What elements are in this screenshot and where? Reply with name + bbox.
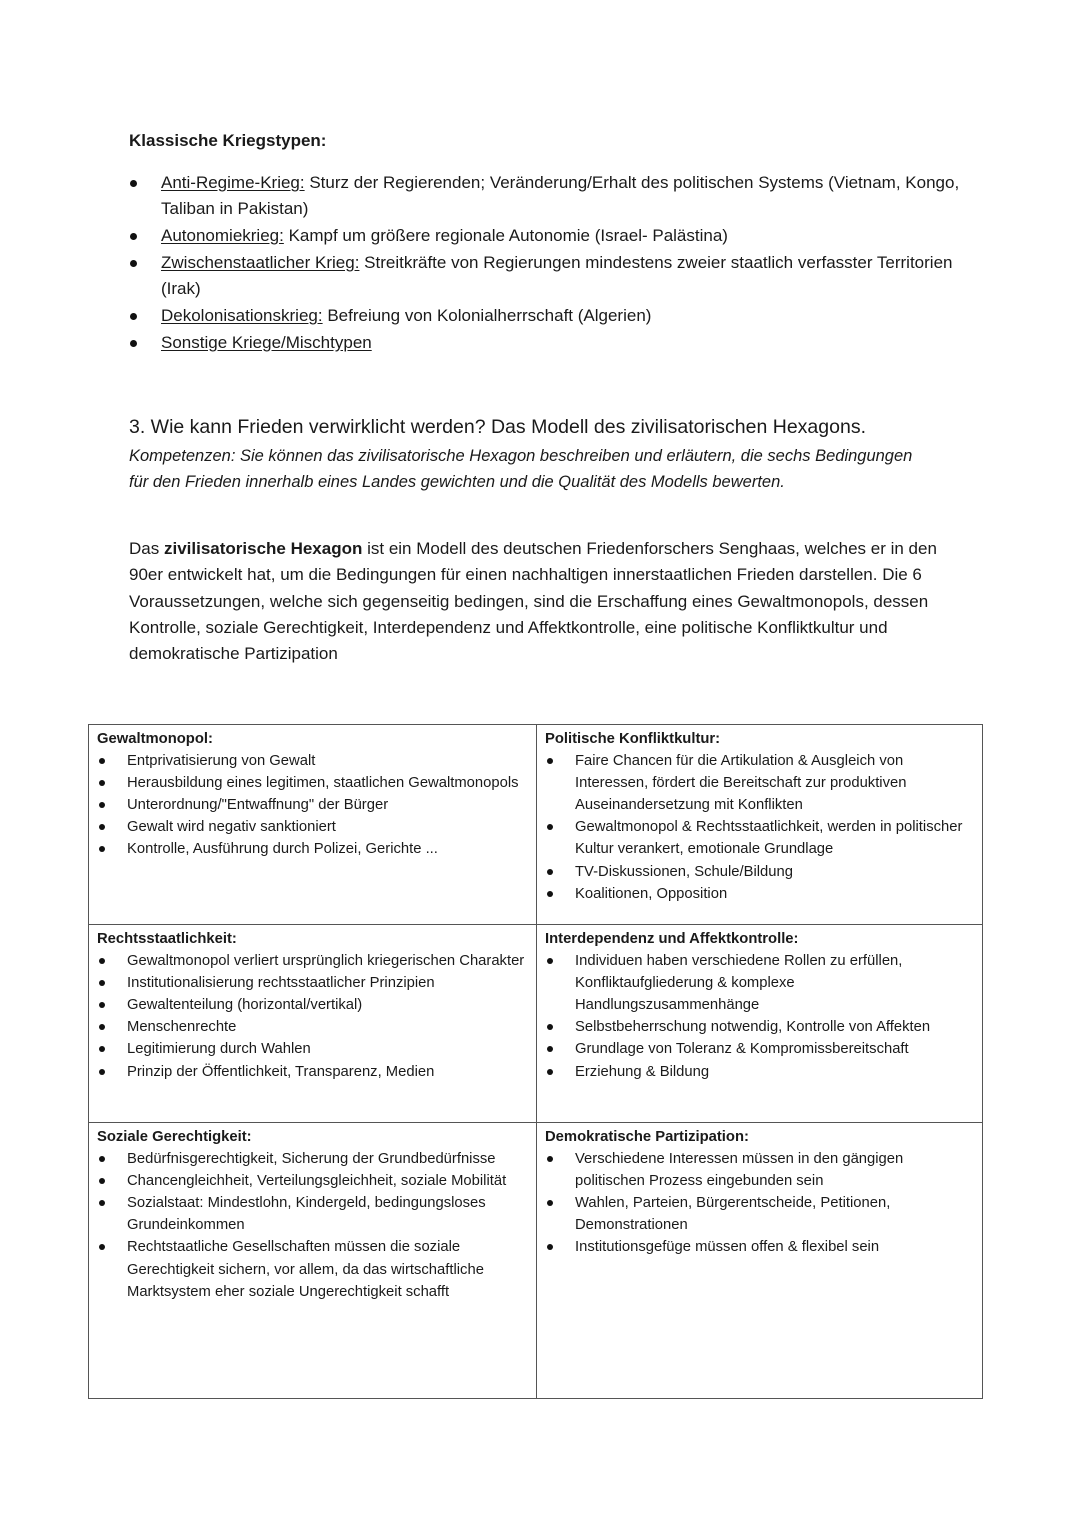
list-item: TV-Diskussionen, Schule/Bildung — [545, 861, 974, 883]
kriegstyp-term: Autonomiekrieg: — [161, 226, 284, 245]
kriegstypen-heading: Klassische Kriegstypen: — [129, 131, 327, 150]
section-title: 3. Wie kann Frieden verwirklicht werden? Das Modell des zivilisatorischen Hexagons. — [129, 416, 866, 438]
cell-list — [545, 750, 974, 905]
list-item: Menschenrechte — [97, 1016, 528, 1038]
kriegstypen-list — [129, 170, 969, 357]
list-item: Erziehung & Bildung — [545, 1061, 974, 1083]
intro-bold-term: zivilisatorische Hexagon — [163, 539, 363, 558]
cell-title: Soziale Gerechtigkeit: — [97, 1129, 252, 1145]
list-item: Individuen haben verschiedene Rollen zu erfüllen, Konfliktaufgliederung & komplexe Handlungszusammenhänge — [545, 950, 974, 1016]
intro-post: ist ein Modell des deutschen Friedenforschers Senghaas, welches er in den 90er entwickelt hat, um die Bedingungen für einen nachhaltigen innerstaatlichen Frieden darstellen. Die 6 Voraussetzungen, welche sich gegenseitig bedingen, sind die Erschaffung eines Gewaltmonopols, dessen Kontrolle, soziale Gerechtigkeit, Interdependenz und Affektkontrolle, eine politische Konfliktkultur und demokratische Partizipation — [129, 539, 937, 664]
list-item: Entprivatisierung von Gewalt — [97, 750, 528, 772]
cell-konfliktkultur — [537, 725, 982, 925]
list-item: Grundlage von Toleranz & Kompromissbereitschaft — [545, 1038, 974, 1060]
cell-title: Demokratische Partizipation: — [545, 1129, 749, 1145]
kriegstyp-term: Anti-Regime-Krieg: — [161, 173, 305, 192]
kriegstyp-text: Sturz der Regierenden; Veränderung/Erhalt des politischen Systems (Vietnam, Kongo, Taliban in Pakistan) — [161, 173, 960, 218]
hexagon-table — [88, 724, 983, 1399]
list-item: Legitimierung durch Wahlen — [97, 1038, 528, 1060]
kriegstyp-text: Befreiung von Kolonialherrschaft (Algerien) — [322, 306, 652, 325]
list-item — [129, 303, 969, 329]
list-item: Kontrolle, Ausführung durch Polizei, Gerichte ... — [97, 838, 528, 860]
list-item — [129, 170, 969, 222]
cell-soziale-gerechtigkeit — [89, 1123, 537, 1398]
cell-interdependenz — [537, 925, 982, 1123]
list-item: Herausbildung eines legitimen, staatlichen Gewaltmonopols — [97, 772, 528, 794]
list-item: Prinzip der Öffentlichkeit, Transparenz, Medien — [97, 1061, 528, 1083]
list-item: Verschiedene Interessen müssen in den gängigen politischen Prozess eingebunden sein — [545, 1148, 974, 1192]
list-item: Koalitionen, Opposition — [545, 883, 974, 905]
list-item — [129, 250, 969, 302]
list-item: Gewaltmonopol verliert ursprünglich kriegerischen Charakter — [97, 950, 528, 972]
list-item: Institutionalisierung rechtsstaatlicher Prinzipien — [97, 972, 528, 994]
kriegstyp-text: Streitkräfte von Regierungen mindestens zweier staatlich verfasster Territorien (Irak) — [161, 253, 953, 298]
cell-list — [545, 950, 974, 1083]
cell-list — [97, 1148, 528, 1303]
list-item: Faire Chancen für die Artikulation & Ausgleich von Interessen, fördert die Bereitschaft zur produktiven Auseinandersetzung mit Konflikten — [545, 750, 974, 816]
list-item: Selbstbeherrschung notwendig, Kontrolle von Affekten — [545, 1016, 974, 1038]
list-item: Unterordnung/"Entwaffnung" der Bürger — [97, 794, 528, 816]
list-item: Gewaltmonopol & Rechtsstaatlichkeit, werden in politischer Kultur verankert, emotionale Grundlage — [545, 816, 974, 860]
kriegstyp-term: Sonstige Kriege/Mischtypen — [161, 333, 372, 352]
list-item — [129, 330, 969, 356]
kriegstyp-term: Dekolonisationskrieg: — [161, 306, 323, 325]
kriegstyp-term: Zwischenstaatlicher Krieg: — [161, 253, 360, 272]
cell-title: Gewaltmonopol: — [97, 731, 213, 747]
list-item: Rechtstaatliche Gesellschaften müssen die soziale Gerechtigkeit sichern, vor allem, da das wirtschaftliche Marktsystem eher soziale Ungerechtigkeit schafft — [97, 1236, 528, 1302]
cell-list — [97, 950, 528, 1083]
cell-title: Politische Konfliktkultur: — [545, 731, 721, 747]
cell-rechtsstaatlichkeit — [89, 925, 537, 1123]
intro-pre: Das — [129, 539, 164, 558]
list-item: Gewalt wird negativ sanktioniert — [97, 816, 528, 838]
list-item — [129, 223, 969, 249]
list-item: Institutionsgefüge müssen offen & flexibel sein — [545, 1236, 974, 1258]
cell-title: Interdependenz und Affektkontrolle: — [545, 931, 799, 947]
kriegstyp-text: Kampf um größere regionale Autonomie (Israel- Palästina) — [283, 226, 728, 245]
intro-paragraph — [129, 536, 959, 667]
list-item: Gewaltenteilung (horizontal/vertikal) — [97, 994, 528, 1016]
list-item: Wahlen, Parteien, Bürgerentscheide, Petitionen, Demonstrationen — [545, 1192, 974, 1236]
list-item: Sozialstaat: Mindestlohn, Kindergeld, bedingungsloses Grundeinkommen — [97, 1192, 528, 1236]
competence-text: Kompetenzen: Sie können das zivilisatorische Hexagon beschreiben und erläutern, die sechs Bedingungen für den Frieden innerhalb eines Landes gewichten und die Qualität des Modells bewerten. — [129, 447, 913, 492]
cell-list — [545, 1148, 974, 1258]
list-item: Chancengleichheit, Verteilungsgleichheit, soziale Mobilität — [97, 1170, 528, 1192]
list-item: Bedürfnisgerechtigkeit, Sicherung der Grundbedürfnisse — [97, 1148, 528, 1170]
cell-partizipation — [537, 1123, 982, 1398]
cell-gewaltmonopol — [89, 725, 537, 925]
cell-title: Rechtsstaatlichkeit: — [97, 931, 237, 947]
cell-list — [97, 750, 528, 860]
